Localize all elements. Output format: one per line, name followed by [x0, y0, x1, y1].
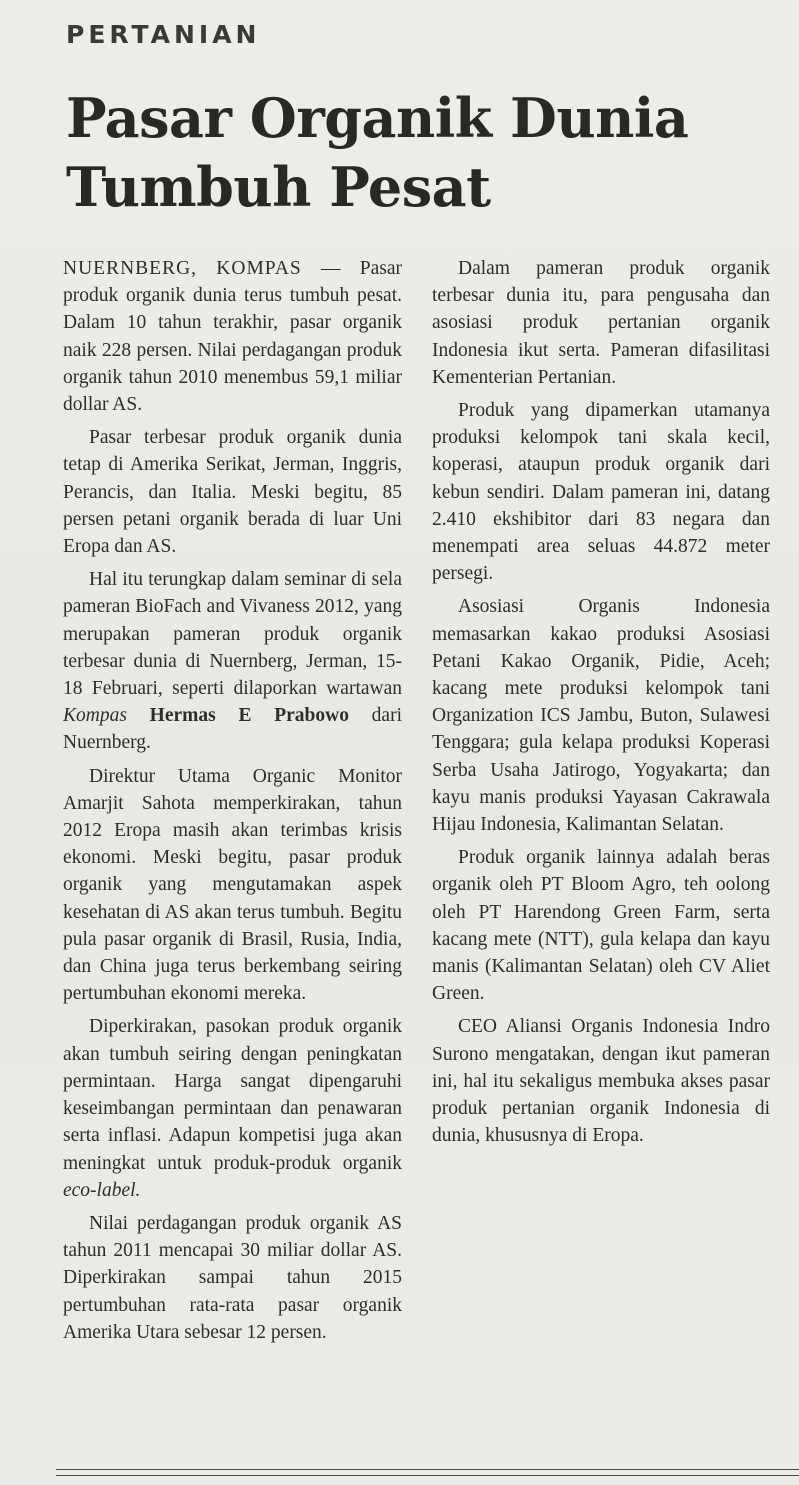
headline — [66, 84, 786, 222]
paragraph-5-text: Diperkirakan, pasokan produk organik akan tumbuh seiring dengan peningkatan permintaan. Harga sangat dipengaruhi keseimbangan permintaan dan penawaran serta inflasi. Adapun kompetisi juga akan meningkat untuk produk-produk organik — [63, 1016, 402, 1174]
article-paragraph-5 — [63, 1013, 402, 1203]
article-paragraph-6: Nilai perdagangan produk organik AS tahun 2011 mencapai 30 miliar dollar AS. Diperkirakan sampai tahun 2015 pertumbuhan rata-rata pasar organik Amerika Utara sebesar 12 persen. — [63, 1212, 402, 1343]
paragraph-3-text: Hal itu terungkap dalam seminar di sela pameran BioFach and Vivaness 2012, yang merupakan pameran produk organik terbesar dunia di Nuernberg, Jerman, 15-18 Februari, seperti dilaporkan wartawan — [63, 569, 402, 700]
article-paragraph-7: Dalam pameran produk organik terbesar dunia itu, para pengusaha dan asosiasi produk pertanian organik Indonesia ikut serta. Pameran difasilitasi Kementerian Pertanian. — [432, 258, 770, 388]
section-kicker: PERTANIAN — [66, 20, 261, 49]
article-paragraph-10: Produk organik lainnya adalah beras organik oleh PT Bloom Agro, teh oolong oleh PT Harendong Green Farm, serta kacang mete (NTT), gula kelapa dan kayu manis (Kalimantan Selatan) oleh CV Aliet Green. — [432, 847, 770, 1005]
article-paragraph-3 — [63, 566, 402, 756]
article-column-left — [63, 255, 402, 1352]
article-paragraph-11: CEO Aliansi Organis Indonesia Indro Surono mengatakan, dengan ikut pameran ini, hal itu sekaligus membuka akses pasar produk pertanian organik Indonesia di dunia, khususnya di Eropa. — [432, 1016, 770, 1147]
article-paragraph-9: Asosiasi Organis Indonesia memasarkan kakao produksi Asosiasi Petani Kakao Organik, Pidie, Aceh; kacang mete produksi kelompok tani Organization ICS Jambu, Buton, Sulawesi Tenggara; gula kelapa produksi Koperasi Serba Usaha Jatirogo, Yogyakarta; dan kayu manis produksi Yayasan Cakrawala Hijau Indonesia, Kalimantan Selatan. — [432, 596, 770, 836]
article-paragraph-1 — [63, 255, 402, 418]
article-paragraph-8: Produk yang dipamerkan utamanya produksi kelompok tani skala kecil, koperasi, ataupun produk organik dari kebun sendiri. Dalam pameran ini, datang 2.410 ekshibitor dari 83 negara dan menempati area seluas 44.872 meter persegi. — [432, 400, 770, 585]
article-paragraph-2: Pasar terbesar produk organik dunia tetap di Amerika Serikat, Jerman, Inggris, Perancis, dan Italia. Meski begitu, 85 persen petani organik berada di luar Uni Eropa dan AS. — [63, 427, 402, 558]
paragraph-1-text: Pasar produk organik dunia terus tumbuh pesat. Dalam 10 tahun terakhir, pasar organik naik 228 persen. Nilai perdagangan produk organik tahun 2010 menembus 59,1 miliar dollar AS. — [63, 258, 403, 416]
headline-line-2: Tumbuh Pesat — [66, 155, 491, 219]
reporter-name: Hermas E Prabowo — [149, 705, 349, 727]
newspaper-name: Kompas — [63, 705, 127, 727]
article-column-right — [432, 255, 770, 1156]
article-paragraph-4: Direktur Utama Organic Monitor Amarjit Sahota memperkirakan, tahun 2012 Eropa masih akan terimbas krisis ekonomi. Meski begitu, pasar produk organik yang mengutamakan aspek kesehatan di AS akan terus tumbuh. Begitu pula pasar organik di Brasil, Rusia, India, dan China juga terus berkembang seiring pertumbuhan ekonomi mereka. — [63, 765, 402, 1005]
paragraph-3-end: dari Nuernberg. — [63, 705, 402, 754]
bottom-rule-lower — [56, 1475, 799, 1476]
dateline: NUERNBERG, KOMPAS — — [63, 258, 342, 279]
bottom-rule-upper — [56, 1469, 799, 1470]
eco-label-term: eco-label. — [63, 1179, 141, 1201]
headline-line-1: Pasar Organik Dunia — [66, 86, 689, 150]
